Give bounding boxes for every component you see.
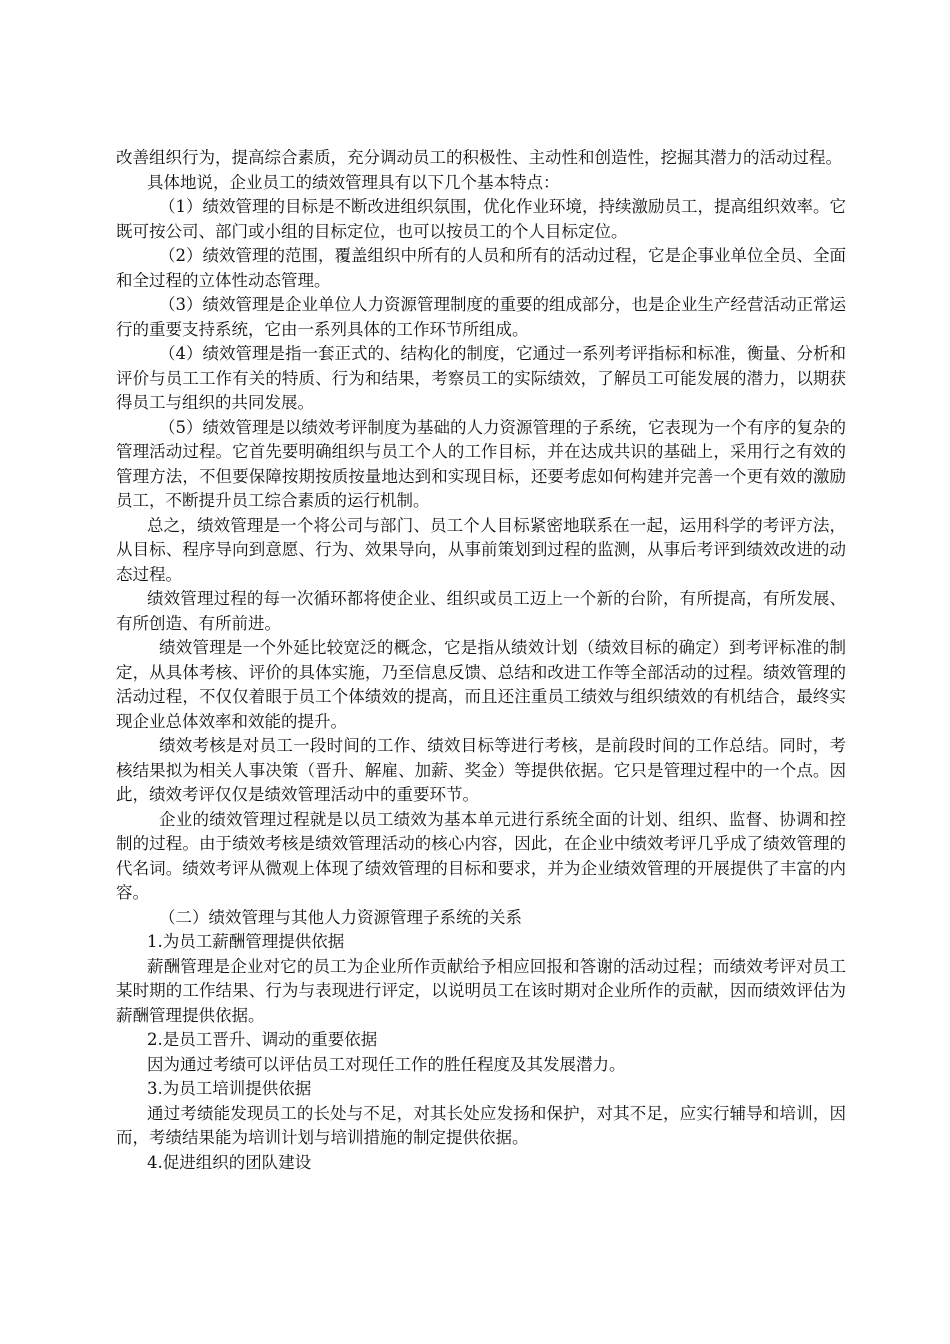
paragraph-features-intro: 具体地说，企业员工的绩效管理具有以下几个基本特点： [147,172,560,192]
paragraph-cycle: 绩效管理过程的每一次循环都将使企业、组织或员工迈上一个新的台阶，有所提高，有所发展、有所创造、有所前进。 [116,589,846,633]
paragraph-feature-2: （2）绩效管理的范围，覆盖组织中所有的人员和所有的活动过程，它是企事业单位全员、全面和全过程的立体性动态管理。 [116,246,846,290]
subheading-training: 3.为员工培训提供依据 [147,1079,312,1098]
paragraph-summary: 总之，绩效管理是一个将公司与部门、员工个人目标紧密地联系在一起，运用科学的考评方法，从目标、程序导向到意愿、行为、效果导向，从事前策划到过程的监测，从事后考评到绩效改进的动态过程。 [116,515,846,584]
paragraph-concept: 绩效管理是一个外延比较宽泛的概念，它是指从绩效计划（绩效目标的确定）到考评标准的制定，从具体考核、评价的具体实施，乃至信息反馈、总结和改进工作等全部活动的过程。绩效管理的活动过程，不仅仅着眼于员工个体绩效的提高，而且还注重员工绩效与组织绩效的有机结合，最终实现企业总体效率和效能的提升。 [116,638,846,731]
subheading-promotion: 2.是员工晋升、调动的重要依据 [147,1030,378,1049]
subheading-team-building: 4.促进组织的团队建设 [147,1152,312,1172]
paragraph-intro-continuation: 改善组织行为，提高综合素质，充分调动员工的积极性、主动性和创造性，挖掘其潜力的活动过程。 [116,148,842,167]
document-body [116,146,846,1175]
paragraph-feature-4: （4）绩效管理是指一套正式的、结构化的制度，它通过一系列考评指标和标准，衡量、分析和评价与员工工作有关的特质、行为和结果，考察员工的实际绩效，了解员工可能发展的潜力，以期获得员工与组织的共同发展。 [116,344,846,412]
paragraph-feature-3: （3）绩效管理是企业单位人力资源管理制度的重要的组成部分，也是企业生产经营活动正常运行的重要支持系统，它由一系列具体的工作环节所组成。 [116,295,846,339]
paragraph-promotion: 因为通过考绩可以评估员工对现任工作的胜任程度及其发展潜力。 [147,1054,626,1074]
paragraph-process: 企业的绩效管理过程就是以员工绩效为基本单元进行系统全面的计划、组织、监督、协调和控制的过程。由于绩效考核是绩效管理活动的核心内容，因此，在企业中绩效考评几乎成了绩效管理的代名词。绩效考评从微观上体现了绩效管理的目标和要求，并为企业绩效管理的开展提供了丰富的内容。 [116,809,846,902]
paragraph-training: 通过考绩能发现员工的长处与不足，对其长处应发扬和保护，对其不足，应实行辅导和培训，因而，考绩结果能为培训计划与培训措施的制定提供依据。 [116,1103,846,1147]
paragraph-compensation: 薪酬管理是企业对它的员工为企业所作贡献给予相应回报和答谢的活动过程；而绩效考评对员工某时期的工作结果、行为与表现进行评定，以说明员工在该时期对企业所作的贡献，因而绩效评估为薪酬管理提供依据。 [116,956,846,1025]
paragraph-appraisal: 绩效考核是对员工一段时间的工作、绩效目标等进行考核，是前段时间的工作总结。同时，考核结果拟为相关人事决策（晋升、解雇、加薪、奖金）等提供依据。它只是管理过程中的一个点。因此，绩效考评仅仅是绩效管理活动中的重要环节。 [116,736,846,804]
paragraph-feature-5: （5）绩效管理是以绩效考评制度为基础的人力资源管理的子系统，它表现为一个有序的复杂的管理活动过程。它首先要明确组织与员工个人的工作目标，并在达成共识的基础上，采用行之有效的管理方法，不但要保障按期按质按量地达到和实现目标，还要考虑如何构建并完善一个更有效的激励员工，不断提升员工综合素质的运行机制。 [116,417,846,510]
subheading-compensation: 1.为员工薪酬管理提供依据 [147,932,345,951]
section-heading-relations: （二）绩效管理与其他人力资源管理子系统的关系 [159,907,522,927]
paragraph-feature-1: （1）绩效管理的目标是不断改进组织氛围，优化作业环境，持续激励员工，提高组织效率。它既可按公司、部门或小组的目标定位，也可以按员工的个人目标定位。 [116,197,846,241]
